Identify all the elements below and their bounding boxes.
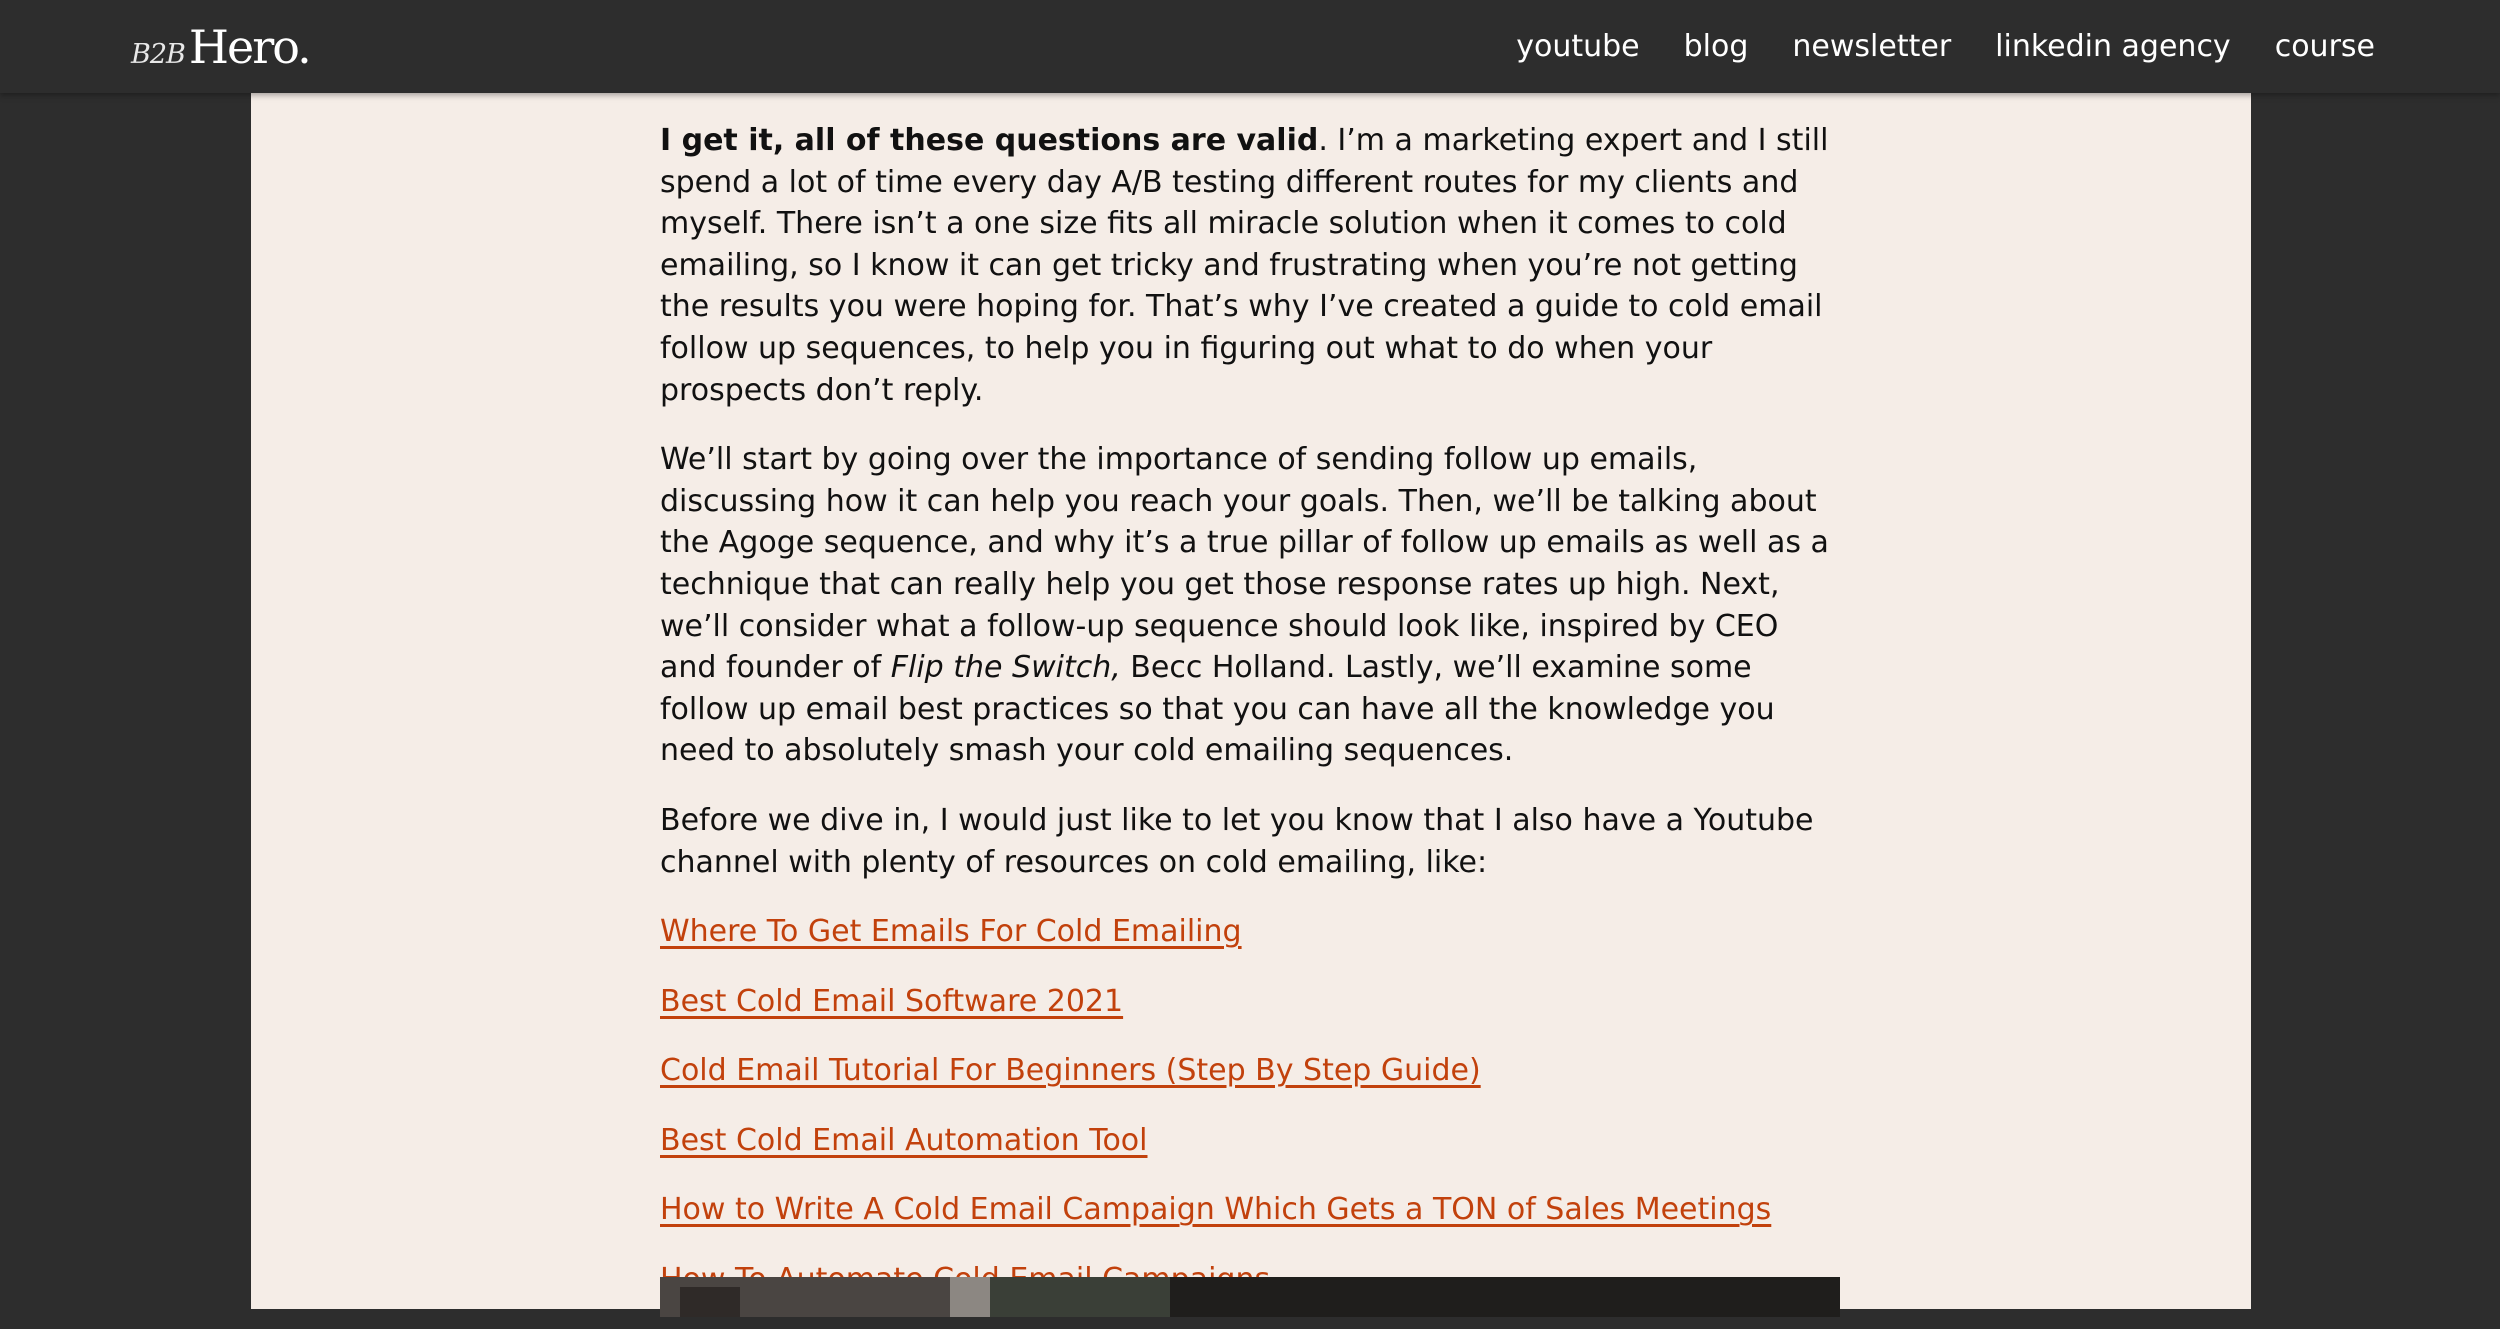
overview-paragraph: [660, 439, 1840, 772]
youtube-paragraph: Before we dive in, I would just like to let you know that I also have a Youtube channel with plenty of resources on cold emailing, like:: [660, 802, 1814, 880]
nav-item-course[interactable]: course: [2274, 28, 2375, 64]
main-nav: [1516, 0, 2375, 93]
resource-link-2[interactable]: Best Cold Email Software 2021: [660, 983, 1124, 1019]
list-item: [660, 1189, 1840, 1231]
nav-item-linkedin-agency[interactable]: linkedin agency: [1995, 28, 2231, 64]
resource-link-3[interactable]: Cold Email Tutorial For Beginners (Step By Step Guide): [660, 1053, 1481, 1089]
list-item: [660, 1120, 1840, 1162]
resource-links: [660, 911, 1840, 1301]
nav-item-newsletter[interactable]: newsletter: [1792, 28, 1952, 64]
list-item: [660, 1050, 1840, 1092]
overview-text-2: Becc Holland. Lastly, we’ll examine some follow up email best practices so that you can have all the knowledge you need to absolutely smash your cold emailing sequences.: [660, 650, 1775, 769]
video-frame-region: [680, 1287, 740, 1317]
list-item: [660, 981, 1840, 1023]
embedded-video-thumbnail[interactable]: [660, 1277, 1840, 1317]
site-logo[interactable]: [131, 20, 310, 75]
nav-item-blog[interactable]: blog: [1683, 28, 1749, 64]
intro-bold-text: I get it, all of these questions are valid: [660, 123, 1319, 158]
intro-paragraph: [660, 120, 1840, 411]
overview-italic-text: Flip the Switch,: [890, 650, 1121, 686]
resource-link-1[interactable]: Where To Get Emails For Cold Emailing: [660, 914, 1242, 950]
resource-link-5[interactable]: How to Write A Cold Email Campaign Which Gets a TON of Sales Meetings: [660, 1192, 1772, 1228]
article-body: [660, 120, 1840, 1329]
video-frame-region: [950, 1277, 990, 1317]
video-frame-region: [990, 1277, 1170, 1317]
list-item: [660, 911, 1840, 953]
nav-item-youtube[interactable]: youtube: [1516, 28, 1640, 64]
overview-text-1: We’ll start by going over the importance of sending follow up emails, discussing how it can help you reach your goals. Then, we’ll be talking about the Agoge sequence, and why it’s a true pillar of follow up emails as well as a technique that can really help you get those response rates up high. Next, we’ll consider what a follow-up sequence should look like, inspired by CEO and founder of: [660, 442, 1829, 686]
logo-big-text: Hero.: [188, 20, 310, 74]
intro-text: . I’m a marketing expert and I still spend a lot of time every day A/B testing different routes for my clients and myself. There isn’t a one size fits all miracle solution when it comes to cold emailing, so I know it can get tricky and frustrating when you’re not getting the results you were hoping for. That’s why I’ve created a guide to cold email follow up sequences, to help you in figuring out what to do when your prospects don’t reply.: [660, 123, 1829, 408]
logo-small-text: B2B: [131, 39, 185, 70]
site-header: [0, 0, 2500, 93]
resource-link-4[interactable]: Best Cold Email Automation Tool: [660, 1122, 1148, 1158]
